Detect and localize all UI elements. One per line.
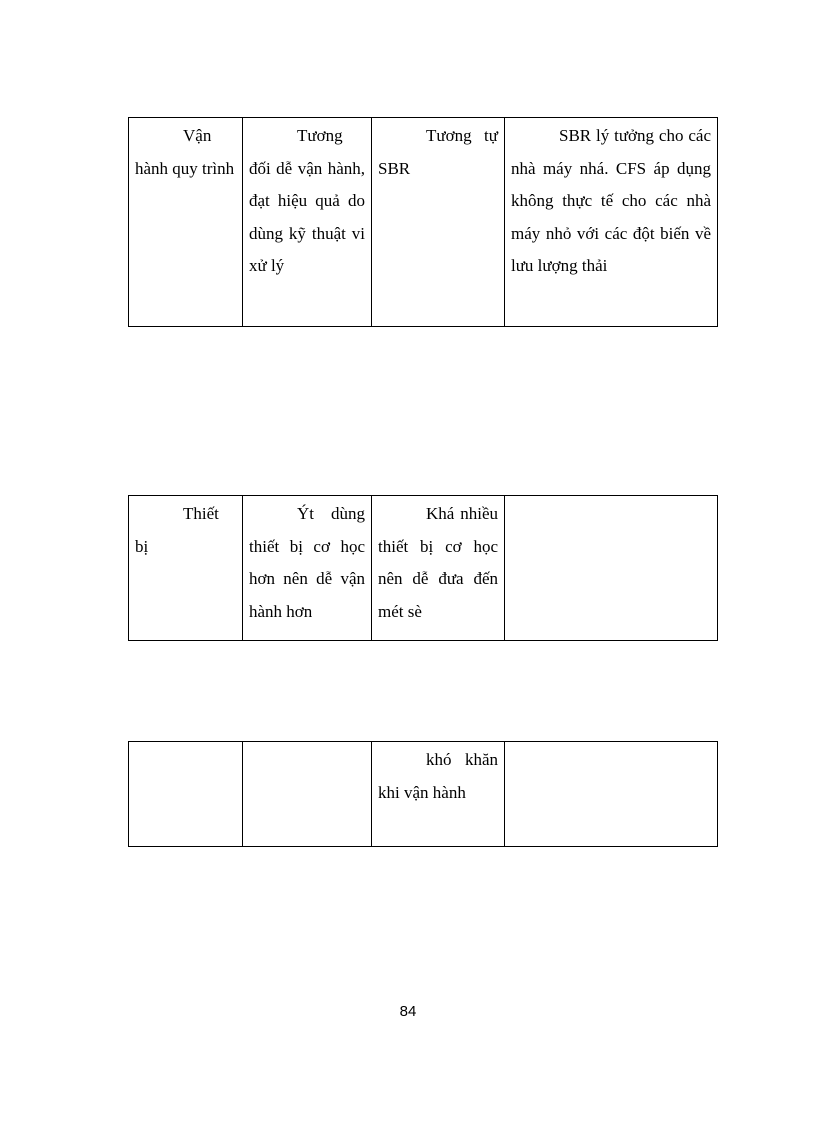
table-cell: khó khăn khi vận hành [372,742,505,847]
table-row [129,742,718,847]
table-row [129,496,718,641]
table-cell: Thiết bị [129,496,243,641]
comparison-table-part-2 [128,495,718,641]
page-number: 84 [399,1003,417,1020]
table-cell [129,742,243,847]
table-cell: Tương tự SBR [372,118,505,327]
table-cell: SBR lý tưởng cho các nhà máy nhá. CFS áp dụng không thực tế cho các nhà máy nhỏ với các đột biến về lưu lượng thải [505,118,718,327]
table-cell: Ýt dùng thiết bị cơ học hơn nên dễ vận hành hơn [243,496,372,641]
table-cell [243,742,372,847]
table-row [129,118,718,327]
table-cell: Vận hành quy trình [129,118,243,327]
comparison-table-part-1 [128,117,718,327]
table-cell [505,496,718,641]
table-cell: Khá nhiều thiết bị cơ học nên dễ đưa đến mét sè [372,496,505,641]
table-cell [505,742,718,847]
comparison-table-part-3 [128,741,718,847]
table-cell: Tương đối dễ vận hành, đạt hiệu quả do dùng kỹ thuật vi xử lý [243,118,372,327]
